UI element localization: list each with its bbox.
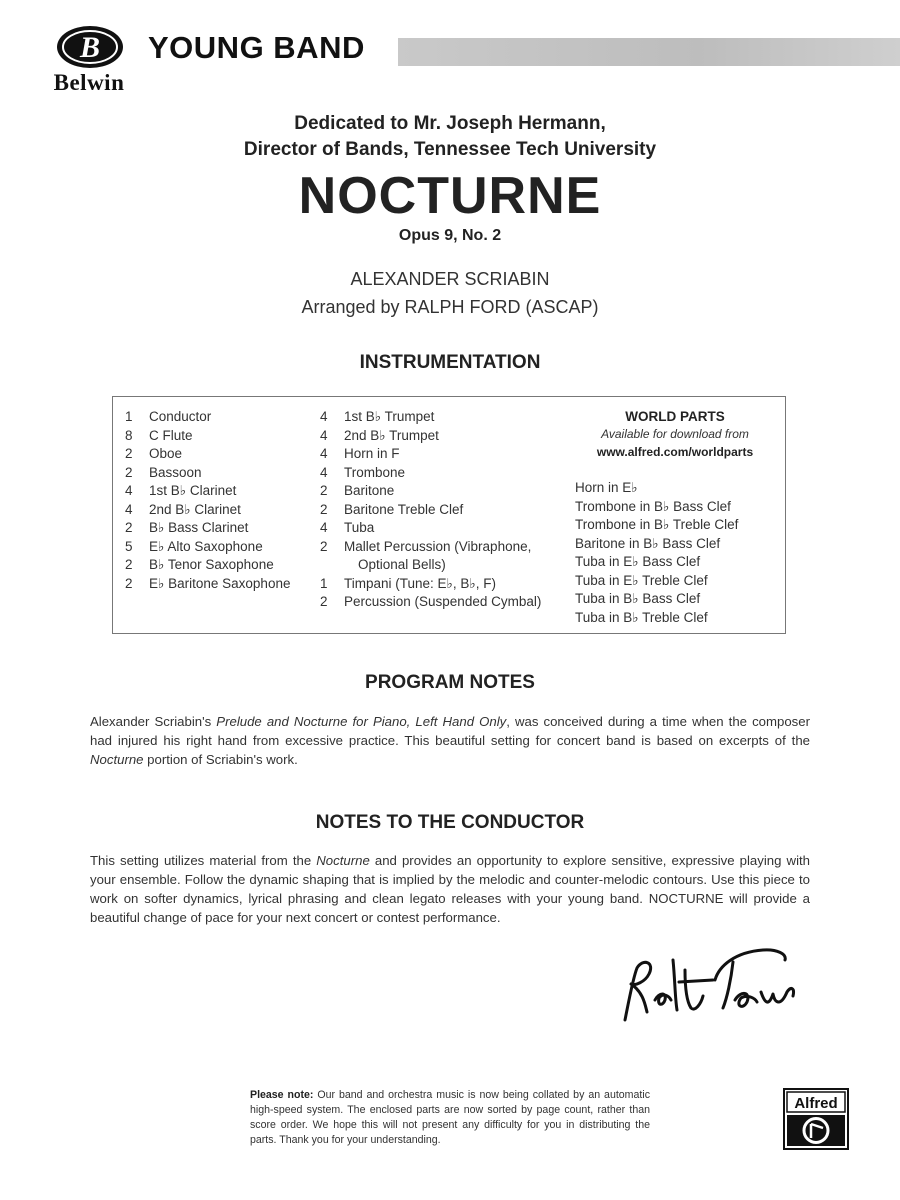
svg-text:B: B [79, 31, 101, 64]
conductor-notes-text [90, 851, 810, 927]
instrument-row [125, 445, 290, 464]
instrument-name: Baritone Treble Clef [344, 501, 464, 517]
part-count: 4 [125, 483, 133, 498]
text-run: Alexander Scriabin's [90, 714, 217, 729]
notice-text: Our band and orchestra music is now being collated by an automatic high-speed system. The enclosed parts are now sorted by page count, rather than score order. We hope this will not present any difficulty for you in distributing the parts. Thank you for your understanding. [250, 1089, 650, 1146]
part-count [320, 556, 344, 575]
instrument-row [125, 482, 290, 501]
part-count: 4 [320, 464, 328, 480]
program-notes-heading: PROGRAM NOTES [365, 672, 535, 693]
instrument-name: Mallet Percussion (Vibraphone, [344, 538, 532, 554]
part-count: 2 [320, 538, 328, 554]
part-count: 4 [320, 427, 328, 443]
instrument-name: 2nd B♭ Clarinet [149, 501, 241, 517]
dedication-line: Dedicated to Mr. Joseph Hermann, [294, 113, 606, 134]
instrument-row [320, 482, 541, 501]
part-count: 4 [320, 409, 328, 424]
world-part-item: Trombone in B♭ Bass Clef [575, 498, 731, 514]
opus-number: Opus 9, No. 2 [398, 227, 502, 244]
program-notes-text [90, 712, 810, 769]
instrument-name: Conductor [149, 409, 212, 424]
instrument-name: B♭ Tenor Saxophone [149, 557, 274, 572]
instrument-name: C Flute [149, 427, 193, 443]
instrument-name: Optional Bells) [358, 557, 446, 572]
instrument-name: 1st B♭ Trumpet [344, 409, 435, 424]
instrument-row [125, 538, 290, 557]
instrument-name: E♭ Baritone Saxophone [149, 575, 291, 591]
part-count: 2 [125, 575, 133, 591]
instrument-row [125, 575, 290, 594]
part-count: 2 [320, 483, 328, 498]
instrument-row [125, 427, 290, 446]
series-title: YOUNG BAND [148, 30, 365, 65]
part-count: 4 [320, 520, 328, 535]
world-part-item: Horn in E♭ [575, 480, 638, 495]
world-parts-link[interactable]: www.alfred.com/worldparts [596, 445, 754, 459]
instrument-name: Baritone [344, 483, 395, 498]
belwin-logo-icon [55, 24, 125, 70]
page-title: NOCTURNE [298, 167, 602, 225]
instrument-row [320, 556, 541, 575]
world-parts-column [575, 408, 775, 627]
instrumentation-heading: INSTRUMENTATION [359, 352, 541, 373]
instrument-row [320, 575, 541, 594]
part-count: 2 [320, 501, 328, 517]
instrument-name: Percussion (Suspended Cymbal) [344, 594, 542, 609]
world-part-item: Tuba in E♭ Bass Clef [575, 554, 701, 569]
instrument-row [125, 519, 290, 538]
instrument-name: Tuba [344, 520, 375, 535]
part-count: 5 [125, 538, 133, 554]
part-count: 2 [125, 520, 133, 535]
world-part-item: Tuba in B♭ Bass Clef [575, 591, 701, 606]
part-count: 2 [320, 594, 328, 609]
part-count: 2 [125, 557, 133, 572]
instrumentation-box [112, 396, 786, 634]
alfred-logo-icon [783, 1088, 849, 1150]
instrument-column-2 [320, 408, 541, 612]
collation-notice [250, 1088, 650, 1148]
instrument-name: E♭ Alto Saxophone [149, 538, 263, 554]
instrument-name: B♭ Bass Clarinet [149, 520, 249, 535]
italic-work-title: Nocturne [316, 853, 370, 868]
instrument-row [125, 408, 290, 427]
instrument-row [320, 501, 541, 520]
world-part-item: Trombone in B♭ Treble Clef [575, 517, 739, 532]
instrument-name: 2nd B♭ Trumpet [344, 427, 439, 443]
instrument-name: Oboe [149, 446, 183, 461]
instrument-name: Trombone [344, 464, 406, 480]
instrument-name: 1st B♭ Clarinet [149, 483, 237, 498]
world-parts-title: WORLD PARTS [625, 409, 725, 424]
italic-work-title: Nocturne [90, 752, 144, 767]
publisher-name: Belwin [53, 70, 125, 95]
instrument-row [125, 501, 290, 520]
instrument-row [320, 445, 541, 464]
world-part-item: Tuba in B♭ Treble Clef [575, 609, 708, 625]
instrument-column-1 [125, 408, 290, 593]
conductor-notes-heading: NOTES TO THE CONDUCTOR [315, 812, 585, 833]
part-count: 1 [125, 409, 133, 424]
svg-text:Alfred: Alfred [794, 1095, 838, 1112]
header-bar [398, 38, 900, 66]
world-parts-subtitle: Available for download from [601, 427, 749, 441]
text-run: , was conceived during a time when the composer had injured his right hand from excessive practice. This beautiful setting for concert band is based on excerpts of the [90, 714, 810, 748]
text-run: and provides an opportunity to explore sensitive, expressive playing with your ensemble. Follow the dynamic shaping that is implied by the melodic and counter-melodic contours. Use this piece to work on softer dynamics, lyrical phrasing and clean legato releases with your young band. NOCTURNE will provide a beautiful change of pace for your next concert or contest performance. [90, 853, 810, 925]
part-count: 4 [320, 446, 328, 461]
instrument-row [125, 556, 290, 575]
dedication-line: Director of Bands, Tennessee Tech University [243, 139, 657, 160]
instrument-row [320, 538, 541, 557]
instrument-name: Timpani (Tune: E♭, B♭, F) [344, 575, 497, 591]
notice-label: Please note: [250, 1089, 314, 1101]
instrument-name: Bassoon [149, 464, 202, 480]
text-run: This setting utilizes material from the [90, 853, 317, 868]
instrument-row [320, 519, 541, 538]
part-count: 1 [320, 575, 328, 591]
text-run: portion of Scriabin's work. [143, 752, 298, 767]
part-count: 2 [125, 446, 133, 461]
instrument-name: Horn in F [344, 446, 400, 461]
part-count: 4 [125, 501, 133, 517]
instrument-row [320, 427, 541, 446]
composer-name: ALEXANDER SCRIABIN [350, 269, 550, 289]
instrument-row [125, 464, 290, 483]
arranger-credit: Arranged by RALPH FORD (ASCAP) [301, 297, 599, 317]
signature-icon [615, 940, 800, 1030]
world-part-item: Tuba in E♭ Treble Clef [575, 572, 708, 588]
instrument-row [320, 408, 541, 427]
italic-work-title: Prelude and Nocturne for Piano, Left Hand Only [216, 714, 507, 729]
world-parts-list [575, 479, 775, 627]
instrument-row [320, 593, 541, 612]
world-part-item: Baritone in B♭ Bass Clef [575, 535, 721, 551]
instrument-row [320, 464, 541, 483]
part-count: 8 [125, 427, 133, 443]
part-count: 2 [125, 464, 133, 480]
